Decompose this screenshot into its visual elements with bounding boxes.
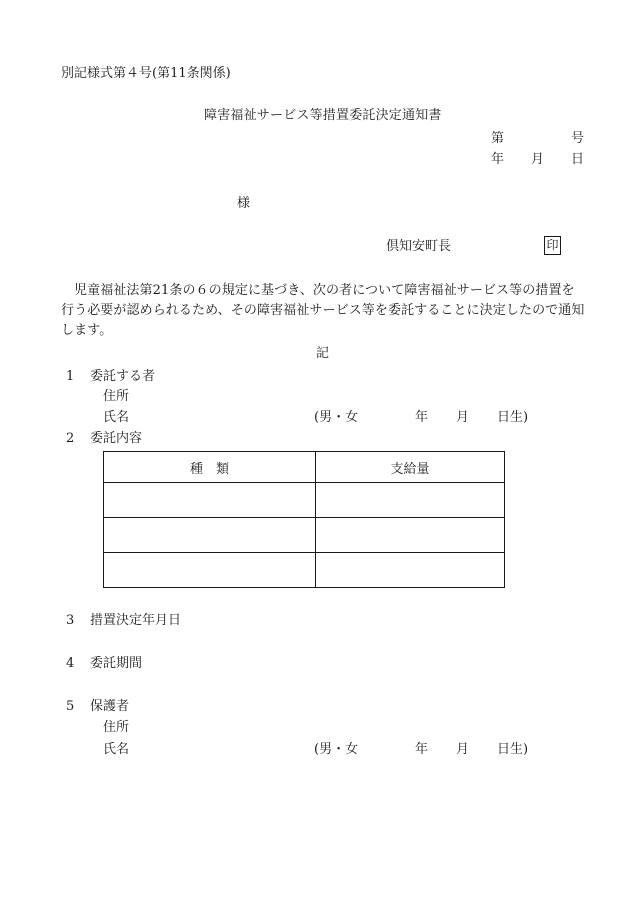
item1-gender: (男・女 xyxy=(314,410,359,425)
table-header-type: 種 類 xyxy=(104,452,316,483)
table-cell xyxy=(104,553,316,588)
table-cell xyxy=(104,518,316,553)
item4-number: 4 xyxy=(66,656,75,671)
table-header-row xyxy=(104,452,505,483)
addressee-suffix: 様 xyxy=(237,196,251,211)
table-row xyxy=(104,518,505,553)
item5-heading: 保護者 xyxy=(90,699,130,714)
item5-name-label: 氏名 xyxy=(103,742,130,757)
item1-address-label: 住所 xyxy=(103,389,130,404)
item5-gender: (男・女 xyxy=(314,742,359,757)
table-header-amount: 支給量 xyxy=(316,452,505,483)
item2-heading: 委託内容 xyxy=(90,431,143,446)
item3-number: 3 xyxy=(66,613,75,628)
item3-heading: 措置決定年月日 xyxy=(90,613,182,628)
item5-dob-month: 月 xyxy=(456,742,470,757)
item2-number: 2 xyxy=(66,431,75,446)
consignment-table xyxy=(103,451,505,588)
item5-address-label: 住所 xyxy=(103,720,130,735)
ki-label: 記 xyxy=(316,346,330,361)
table-row xyxy=(104,483,505,518)
date-day: 日 xyxy=(571,152,585,167)
table-cell xyxy=(104,483,316,518)
item5-number: 5 xyxy=(66,699,75,714)
item5-dob-day: 日生) xyxy=(497,742,529,757)
date-year: 年 xyxy=(491,152,505,167)
item4-heading: 委託期間 xyxy=(90,656,143,671)
number-go: 号 xyxy=(571,131,585,146)
number-dai: 第 xyxy=(491,131,505,146)
item1-dob-year: 年 xyxy=(415,410,429,425)
date-month: 月 xyxy=(531,152,545,167)
seal-mark: 印 xyxy=(544,236,561,255)
item1-number: 1 xyxy=(66,369,75,384)
table-cell xyxy=(316,518,505,553)
table-cell xyxy=(316,483,505,518)
document-title: 障害福祉サービス等措置委託決定通知書 xyxy=(204,108,442,123)
item1-heading: 委託する者 xyxy=(90,369,156,384)
item5-dob-year: 年 xyxy=(415,742,429,757)
body-paragraph: 児童福祉法第21条の６の規定に基づき、次の者について障害福祉サービス等の措置を行う必要が認められるため、その障害福祉サービス等を委託することに決定したので通知します。 xyxy=(61,283,585,338)
form-id: 別記様式第４号(第11条関係) xyxy=(61,66,231,81)
item1-dob-day: 日生) xyxy=(497,410,529,425)
issuer: 倶知安町長 xyxy=(386,239,452,254)
item1-name-label: 氏名 xyxy=(103,410,130,425)
table-cell xyxy=(316,553,505,588)
item1-dob-month: 月 xyxy=(456,410,470,425)
table-row xyxy=(104,553,505,588)
